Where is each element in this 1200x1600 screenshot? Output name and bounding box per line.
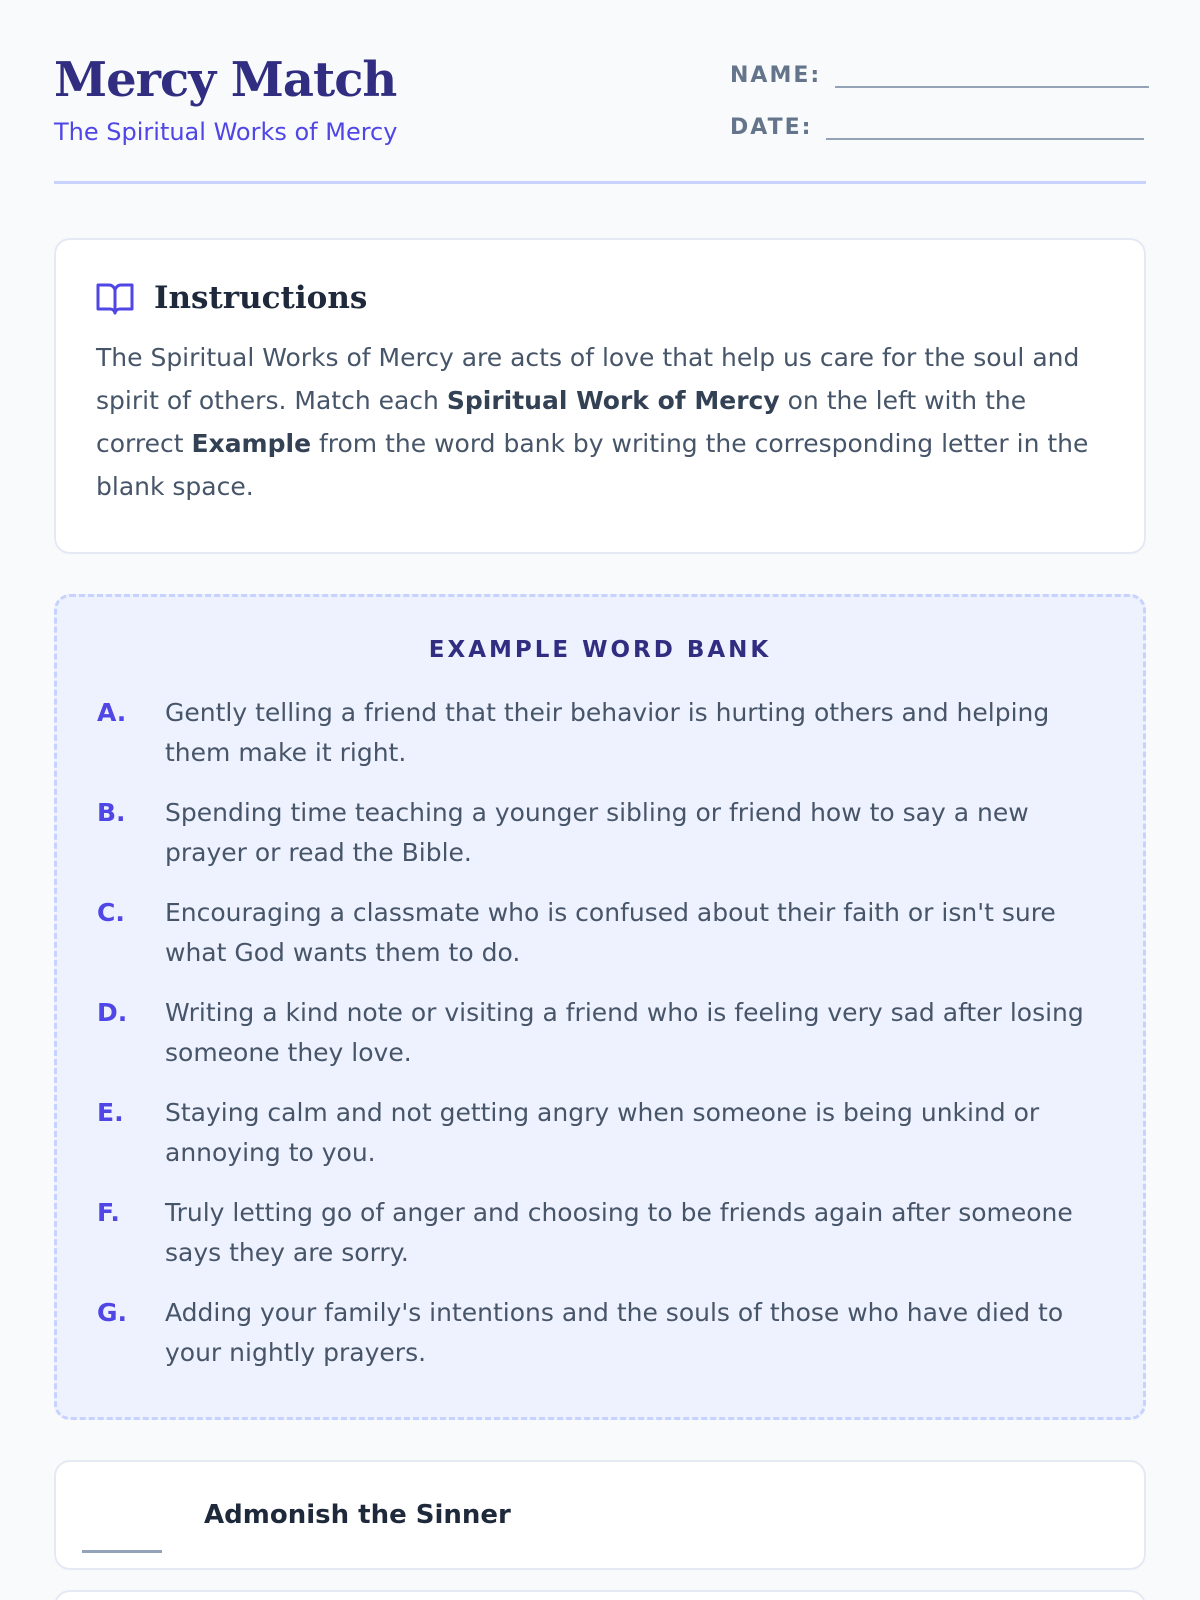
match-row-partial <box>54 1590 1146 1600</box>
instructions-text <box>96 336 1104 508</box>
match-row <box>54 1460 1146 1570</box>
instructions-text-part: on the left with the correct <box>96 386 1027 458</box>
name-label: NAME: <box>730 63 822 88</box>
word-bank-item <box>97 893 1103 973</box>
word-bank-letter: F. <box>97 1198 120 1227</box>
instructions-title: Instructions <box>154 280 368 316</box>
word-bank <box>54 594 1146 1420</box>
word-bank-letter: C. <box>97 898 125 927</box>
instructions-bold-term: Example <box>191 429 312 458</box>
mercy-work-label: Admonish the Sinner <box>204 1500 511 1530</box>
page-title: Mercy Match <box>54 52 397 108</box>
instructions-heading-row <box>96 280 1104 316</box>
name-blank-line[interactable] <box>835 58 1149 88</box>
date-blank-line[interactable] <box>826 110 1144 140</box>
word-bank-text: Adding your family's intentions and the souls of those who have died to your nightly prayers. <box>165 1298 1064 1367</box>
word-bank-title: EXAMPLE WORD BANK <box>428 637 772 663</box>
word-bank-text: Gently telling a friend that their behavior is hurting others and helping them make it right. <box>165 698 1050 767</box>
word-bank-letter: G. <box>97 1298 128 1327</box>
instructions-bold-term: Spiritual Work of Mercy <box>446 386 780 415</box>
word-bank-letter: E. <box>97 1098 124 1127</box>
word-bank-item <box>97 793 1103 873</box>
word-bank-text: Spending time teaching a younger sibling or friend how to say a new prayer or read the Bible. <box>165 798 1029 867</box>
instructions-text-part: The Spiritual Works of Mercy are acts of love that help us care for the soul and spirit of others. Match each <box>96 343 1080 415</box>
worksheet-header <box>54 0 1146 184</box>
word-bank-letter: B. <box>97 798 126 827</box>
word-bank-text: Staying calm and not getting angry when someone is being unkind or annoying to you. <box>165 1098 1040 1167</box>
word-bank-text: Writing a kind note or visiting a friend who is feeling very sad after losing someone they love. <box>165 998 1084 1067</box>
word-bank-text: Encouraging a classmate who is confused about their faith or isn't sure what God wants them to do. <box>165 898 1056 967</box>
date-label: DATE: <box>730 115 813 140</box>
word-bank-item <box>97 993 1103 1073</box>
word-bank-item <box>97 1093 1103 1173</box>
word-bank-letter: A. <box>97 698 127 727</box>
name-field-row <box>730 58 1149 88</box>
word-bank-item <box>97 1193 1103 1273</box>
date-field-row <box>730 110 1144 140</box>
word-bank-letter: D. <box>97 998 128 1027</box>
word-bank-item <box>97 693 1103 773</box>
answer-blank[interactable] <box>82 1517 162 1553</box>
word-bank-text: Truly letting go of anger and choosing to be friends again after someone says they are sorry. <box>165 1198 1073 1267</box>
open-book-icon <box>96 281 134 315</box>
page-subtitle: The Spiritual Works of Mercy <box>54 118 398 146</box>
instructions-card <box>54 238 1146 554</box>
instructions-text-part: from the word bank by writing the corresponding letter in the blank space. <box>96 429 1089 501</box>
word-bank-item <box>97 1293 1103 1373</box>
